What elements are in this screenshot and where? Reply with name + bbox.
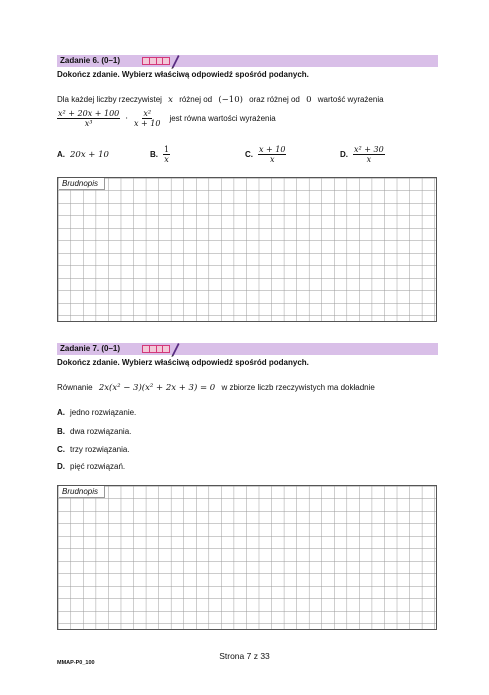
scratch-grid-6[interactable]	[57, 177, 437, 322]
pen-icon	[170, 341, 180, 357]
document-code: MMAP-P0_100	[57, 660, 95, 666]
expr-fraction-1: $\frac{\text{x² + 20x + 100}}{\text{x³}}$	[58, 109, 120, 128]
task-6-answer-b[interactable]: B. $\frac{1}{x}$	[150, 145, 170, 164]
task-6-title: Zadanie 6. (0–1)	[60, 56, 121, 65]
task-6-header	[57, 55, 438, 67]
task-6-answer-a[interactable]: A. 20x + 10	[57, 150, 109, 160]
task-6-answer-c[interactable]: C. $\frac{x + 10}{x}$	[245, 145, 286, 164]
task-6-expression: $\frac{\text{x² + 20x + 100}}{\text{x³}}$ · $\frac{\text{x²}}{x + 10}$ jest równa wartości wyrażenia	[58, 109, 276, 128]
page-number: Strona 7 z 33	[219, 651, 270, 661]
pen-icon	[170, 53, 180, 69]
expr-fraction-2: $\frac{\text{x²}}{x + 10}$	[133, 109, 161, 128]
task-7-stem: Równanie 2x(x² − 3)(x² + 2x + 3) = 0 w zbiorze liczb rzeczywistych ma dokładnie	[57, 383, 375, 393]
task-7-answer-a[interactable]: A. jedno rozwiązanie.	[57, 408, 137, 417]
task-7-answer-c[interactable]: C. trzy rozwiązania.	[57, 445, 130, 454]
task-7-answer-b[interactable]: B. dwa rozwiązania.	[57, 427, 132, 436]
score-box	[142, 345, 170, 353]
task-7-instruction: Dokończ zdanie. Wybierz właściwą odpowiedź spośród podanych.	[57, 358, 309, 367]
task-6-stem: Dla każdej liczby rzeczywistej x różnej od (−10) oraz różnej od 0 wartość wyrażenia	[57, 95, 384, 105]
scratch-label: Brudnopis	[59, 178, 105, 190]
scratch-label: Brudnopis	[59, 486, 105, 498]
task-7-answer-d[interactable]: D. pięć rozwiązań.	[57, 462, 126, 471]
task-7-header	[57, 343, 438, 355]
task-7-title: Zadanie 7. (0–1)	[60, 344, 121, 353]
score-box	[142, 57, 170, 65]
scratch-grid-7[interactable]	[57, 485, 437, 630]
task-6-answer-d[interactable]: D. $\frac{\text{x² + 30}}{x}$	[340, 145, 384, 164]
task-6-instruction: Dokończ zdanie. Wybierz właściwą odpowiedź spośród podanych.	[57, 70, 309, 79]
